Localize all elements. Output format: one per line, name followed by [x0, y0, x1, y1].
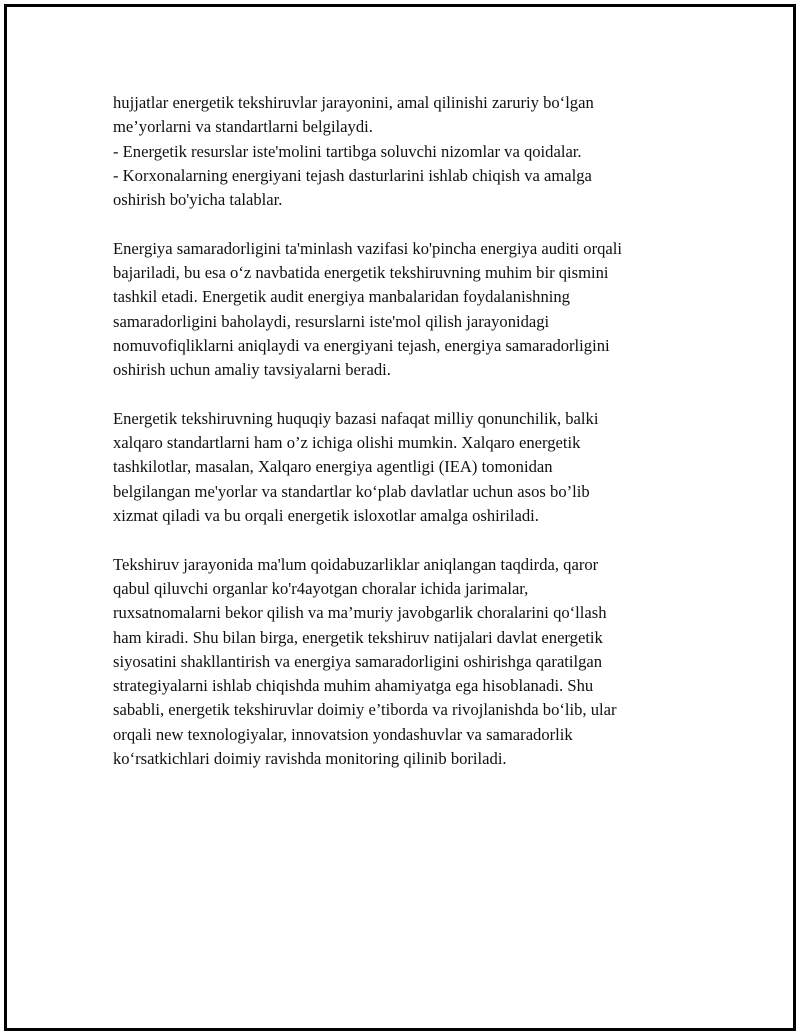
text-line: Energiya samaradorligini ta'minlash vazifasi ko'pincha energiya auditi orqali — [113, 238, 623, 258]
text-line: sababli, energetik tekshiruvlar doimiy e’tiborda va rivojlanishda bo‘lib, ular — [113, 700, 617, 720]
text-line: oshirish uchun amaliy tavsiyalarni beradi. — [113, 360, 391, 380]
text-line: - Korxonalarning energiyani tejash dasturlarini ishlab chiqish va amalga — [113, 165, 592, 185]
text-line: belgilangan me'yorlar va standartlar ko‘plab davlatlar uchun asos bo’lib — [113, 481, 590, 501]
text-line: tashkilotlar, masalan, Xalqaro energiya agentligi (IEA) tomonidan — [113, 457, 553, 477]
text-line: strategiyalarni ishlab chiqishda muhim ahamiyatga ega hisoblanadi. Shu — [113, 676, 594, 696]
text-line: orqali new texnologiyalar, innovatsion yondashuvlar va samaradorlik — [113, 724, 573, 744]
paragraph-legal-documents — [113, 91, 693, 212]
text-line: qabul qiluvchi organlar ko'r4ayotgan choralar ichida jarimalar, — [113, 578, 529, 598]
text-line: ham kiradi. Shu bilan birga, energetik tekshiruv natijalari davlat energetik — [113, 627, 603, 647]
text-line: oshirish bo'yicha talablar. — [113, 190, 283, 210]
text-line: xalqaro standartlarni ham o’z ichiga olishi mumkin. Xalqaro energetik — [113, 433, 581, 453]
text-line: Energetik tekshiruvning huquqiy bazasi nafaqat milliy qonunchilik, balki — [113, 408, 599, 428]
document-body — [113, 91, 693, 771]
paragraph-spacer — [113, 528, 693, 552]
text-line: hujjatlar energetik tekshiruvlar jarayonini, amal qilinishi zaruriy bo‘lgan — [113, 93, 594, 112]
text-line: me’yorlarni va standartlarni belgilaydi. — [113, 117, 373, 137]
paragraph-spacer — [113, 212, 693, 236]
paragraph-energy-audit — [113, 237, 693, 383]
text-line: ko‘rsatkichlari doimiy ravishda monitoring qilinib boriladi. — [113, 749, 507, 769]
text-line: xizmat qiladi va bu orqali energetik isloxotlar amalga oshiriladi. — [113, 506, 539, 526]
text-line: tashkil etadi. Energetik audit energiya manbalaridan foydalanishning — [113, 287, 570, 307]
text-line: bajariladi, bu esa o‘z navbatida energetik tekshiruvning muhim bir qismini — [113, 263, 609, 283]
text-line: ruxsatnomalarni bekor qilish va ma’muriy javobgarlik choralarini qo‘llash — [113, 603, 607, 623]
paragraph-legal-basis — [113, 407, 693, 528]
paragraph-spacer — [113, 383, 693, 407]
paragraph-violations — [113, 553, 693, 772]
text-line: samaradorligini baholaydi, resurslarni iste'mol qilish jarayonidagi — [113, 311, 550, 331]
text-line: nomuvofiqliklarni aniqlaydi va energiyani tejash, energiya samaradorligini — [113, 335, 610, 355]
text-line: Tekshiruv jarayonida ma'lum qoidabuzarliklar aniqlangan taqdirda, qaror — [113, 554, 599, 574]
text-line: - Energetik resurslar iste'molini tartibga soluvchi nizomlar va qoidalar. — [113, 141, 582, 161]
text-line: siyosatini shakllantirish va energiya samaradorligini oshirishga qaratilgan — [113, 651, 603, 671]
